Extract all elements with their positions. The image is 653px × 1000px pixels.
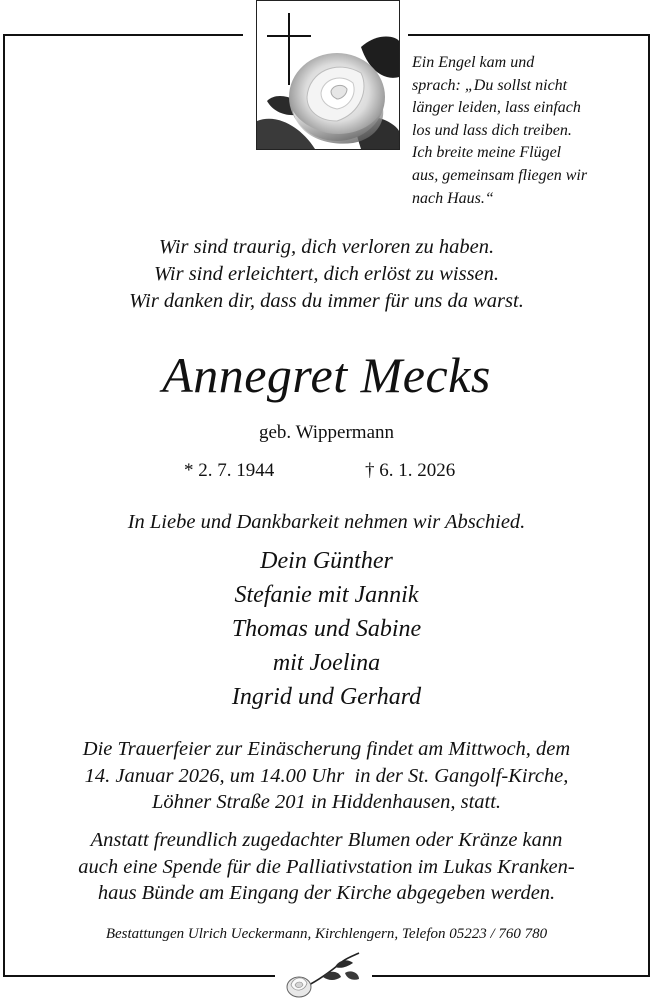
intro-verse xyxy=(0,234,653,315)
ceremony-line: Die Trauerfeier zur Einäscherung findet am Mittwoch, dem xyxy=(82,738,571,760)
poem-line: länger leiden, lass einfach xyxy=(412,99,581,117)
mourners-list xyxy=(0,544,653,714)
poem-line: nach Haus.“ xyxy=(412,189,494,207)
ceremony-notice xyxy=(0,736,653,816)
rose-photo-icon xyxy=(257,1,399,149)
mourner: Thomas und Sabine xyxy=(231,616,422,642)
mourner: Ingrid und Gerhard xyxy=(231,684,422,710)
birth-date: * 2. 7. 1944 xyxy=(184,460,275,481)
mourner: Dein Günther xyxy=(260,548,393,574)
poem-line: Ich breite meine Flügel xyxy=(412,144,562,162)
rose-icon xyxy=(283,951,363,999)
mourner: Stefanie mit Jannik xyxy=(234,582,419,608)
poem xyxy=(412,52,647,210)
intro-line: Wir danken dir, dass du immer für uns da warst. xyxy=(129,290,524,312)
poem-line: sprach: „Du sollst nicht xyxy=(412,76,568,94)
poem-line: aus, gemeinsam fliegen wir xyxy=(412,166,588,184)
cross-and-rose-photo xyxy=(256,0,400,150)
donation-line: Anstatt freundlich zugedachter Blumen oder Kränze kann xyxy=(90,829,563,851)
deceased-name: Annegret Mecks xyxy=(162,347,491,403)
frame-bottom-left xyxy=(3,975,275,977)
donation-line: haus Bünde am Eingang der Kirche abgegeben werden. xyxy=(97,882,556,904)
death-date: † 6. 1. 2026 xyxy=(365,460,456,481)
frame-bottom-right xyxy=(372,975,650,977)
intro-line: Wir sind traurig, dich verloren zu haben. xyxy=(158,236,495,258)
donation-line: auch eine Spende für die Palliativstation im Lukas Kranken- xyxy=(78,855,575,878)
mourner: mit Joelina xyxy=(272,650,381,676)
frame-top-left xyxy=(3,34,243,36)
intro-line: Wir sind erleichtert, dich erlöst zu wissen. xyxy=(153,263,500,285)
undertaker-contact: Bestattungen Ulrich Ueckermann, Kirchlengern, Telefon 05223 / 760 780 xyxy=(105,926,548,942)
poem-line: los und lass dich treiben. xyxy=(412,121,572,139)
poem-line: Ein Engel kam und xyxy=(412,54,535,71)
farewell-line: In Liebe und Dankbarkeit nehmen wir Abschied. xyxy=(127,511,526,533)
donation-notice xyxy=(0,827,653,907)
birth-name: geb. Wippermann xyxy=(258,422,394,443)
ceremony-line: Löhner Straße 201 in Hiddenhausen, statt. xyxy=(151,791,502,813)
frame-top-right xyxy=(408,34,650,36)
ceremony-line: 14. Januar 2026, um 14.00 Uhr in der St. Gangolf-Kirche, xyxy=(84,764,569,787)
